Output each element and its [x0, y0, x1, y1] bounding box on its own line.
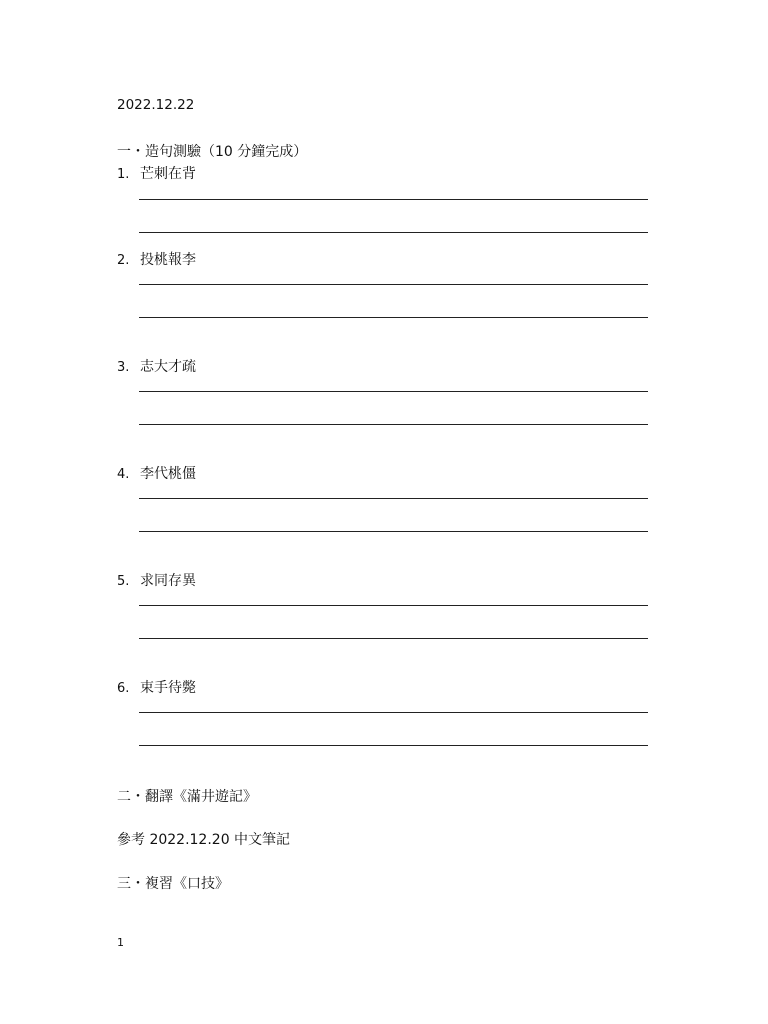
list-item [117, 163, 657, 183]
item-number: 3. [117, 360, 130, 375]
answer-line[interactable] [139, 317, 648, 318]
item-phrase: 束手待斃 [140, 680, 196, 696]
item-number: 4. [117, 467, 130, 482]
answer-line[interactable] [139, 745, 648, 746]
answer-line[interactable] [139, 531, 648, 532]
answer-line[interactable] [139, 498, 648, 499]
section-3-title: 三・複習《口技》 [117, 876, 229, 892]
list-item [117, 249, 657, 269]
page-number: 1 [117, 936, 124, 949]
answer-line[interactable] [139, 424, 648, 425]
item-number: 2. [117, 253, 130, 268]
list-item [117, 356, 657, 376]
answer-line[interactable] [139, 199, 648, 200]
item-number: 5. [117, 574, 130, 589]
answer-line[interactable] [139, 605, 648, 606]
item-phrase: 志大才疏 [140, 359, 196, 375]
item-phrase: 李代桃僵 [140, 466, 196, 482]
section-1-title: 一・造句測驗（10 分鐘完成） [117, 144, 308, 160]
item-phrase: 投桃報李 [140, 252, 196, 268]
item-number: 6. [117, 681, 130, 696]
item-phrase: 求同存異 [140, 573, 196, 589]
section-2-title: 二・翻譯《滿井遊記》 [117, 789, 257, 805]
section-2-note: 參考 2022.12.20 中文筆記 [117, 832, 291, 848]
answer-line[interactable] [139, 232, 648, 233]
document-date: 2022.12.22 [117, 97, 195, 113]
list-item [117, 570, 657, 590]
answer-line[interactable] [139, 284, 648, 285]
answer-line[interactable] [139, 712, 648, 713]
list-item [117, 463, 657, 483]
answer-line[interactable] [139, 391, 648, 392]
list-item [117, 677, 657, 697]
answer-line[interactable] [139, 638, 648, 639]
item-phrase: 芒刺在背 [140, 166, 196, 182]
item-number: 1. [117, 167, 130, 182]
